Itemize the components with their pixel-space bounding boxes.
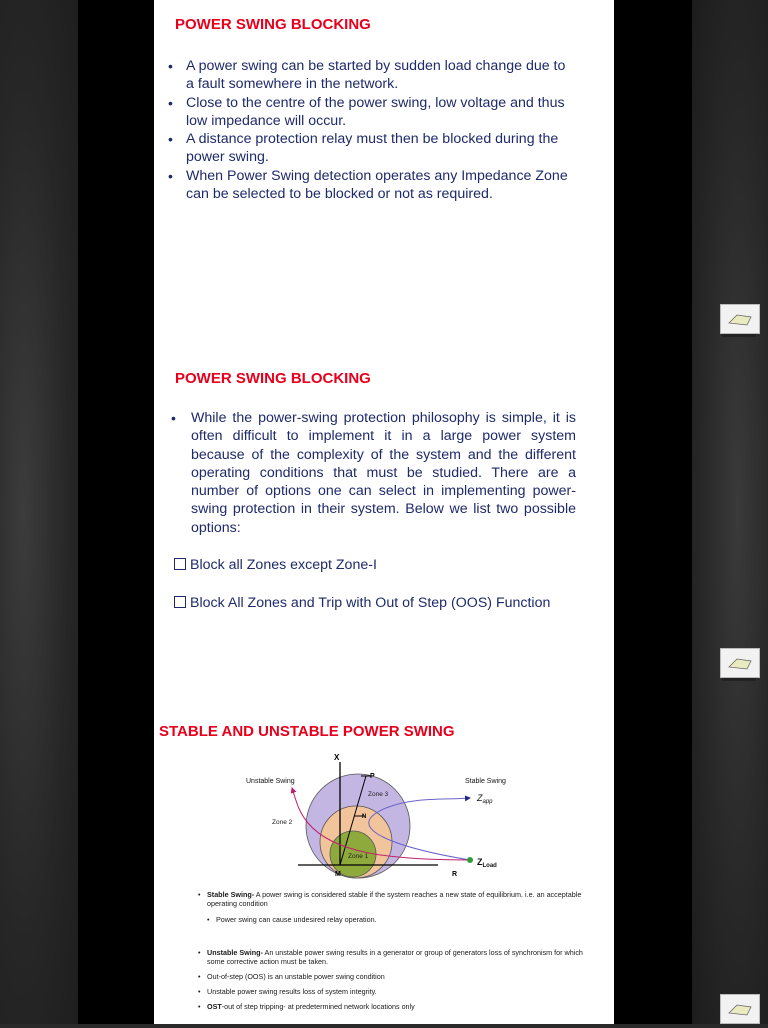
bullet-icon: • xyxy=(168,94,173,111)
bullet-icon: • xyxy=(198,972,201,981)
slide-thumbnail-icon[interactable] xyxy=(720,994,760,1024)
list-item: • Out-of-step (OOS) is an unstable power swing condition xyxy=(198,972,385,981)
thumbnail-caption-bar xyxy=(722,678,756,681)
zone3-label: Zone 3 xyxy=(368,791,389,798)
bullet-icon: • xyxy=(198,948,201,957)
list-item: • Power swing can cause undesired relay operation. xyxy=(207,915,377,924)
list-item: • Unstable Swing- An unstable power swing results in a generator or group of generators loss of synchronism for which some corrective action must be taken. xyxy=(198,948,583,966)
right-background xyxy=(692,0,768,1024)
unstable-swing-label: Unstable Swing xyxy=(246,778,295,785)
power-swing-diagram xyxy=(238,748,538,884)
x-axis-label: X xyxy=(334,753,340,762)
slide2-title: POWER SWING BLOCKING xyxy=(175,370,371,387)
unstable-swing-notes xyxy=(198,948,598,1011)
stable-swing-notes xyxy=(198,890,598,924)
list-item: • Close to the centre of the power swing, low voltage and thus low impedance will occur. xyxy=(168,94,565,129)
r-axis-label: R xyxy=(452,871,458,878)
stable-swing-label: Stable Swing xyxy=(465,778,506,785)
slide1-bullet-list xyxy=(168,57,568,203)
list-item: • While the power-swing protection philosophy is simple, it is often difficult to implement it in a large power system because of the complexity of the system and the different operating conditions that must be studied. There are a number of options one can select in implementing power-swing protection in their system. Below we list two possible options: xyxy=(171,410,576,536)
slide3-title: STABLE AND UNSTABLE POWER SWING xyxy=(159,723,455,740)
bullet-icon: • xyxy=(207,915,210,924)
z-load-label: $Z_{Load}$ xyxy=(477,857,497,869)
thumbnail-caption-bar xyxy=(722,334,756,337)
slide-thumbnail-icon[interactable] xyxy=(720,304,760,334)
document-page[interactable] xyxy=(154,0,614,1024)
option-block-all-trip-oos: Block All Zones and Trip with Out of Step (OOS) Function xyxy=(174,594,576,612)
zone1-label: Zone 1 xyxy=(348,853,369,860)
slide-thumbnail-icon[interactable] xyxy=(720,648,760,678)
left-gutter xyxy=(78,0,154,1024)
slide1-title: POWER SWING BLOCKING xyxy=(175,16,371,33)
p-label: P xyxy=(370,773,375,780)
list-item: • Stable Swing- A power swing is considered stable if the system reaches a new state of equilibrium. i.e. an acceptable operating condition xyxy=(198,890,582,908)
bullet-icon: • xyxy=(198,987,201,996)
bullet-icon: • xyxy=(168,58,173,74)
right-gutter xyxy=(614,0,692,1024)
bullet-icon: • xyxy=(198,890,201,899)
bullet-icon: • xyxy=(198,1002,201,1011)
bullet-icon: • xyxy=(168,167,173,184)
bullet-icon: • xyxy=(168,131,173,148)
origin-label: M xyxy=(335,871,341,878)
left-background xyxy=(0,0,78,1024)
list-item: • OST-out of step tripping- at predetermined network locations only xyxy=(198,1002,415,1011)
list-item: • Unstable power swing results loss of system integrity. xyxy=(198,987,377,996)
bullet-icon: • xyxy=(171,410,176,426)
list-item: • When Power Swing detection operates any Impedance Zone can be selected to be blocked or not as required. xyxy=(168,167,568,203)
checkbox-icon xyxy=(174,558,186,570)
n-label: N xyxy=(362,814,367,820)
load-point xyxy=(467,857,473,863)
z-app-label: $Z_{app}$ xyxy=(477,793,493,805)
option-block-except-zone1: Block all Zones except Zone-I xyxy=(174,556,576,574)
slide2-bullet-list xyxy=(171,409,576,537)
list-item: • A distance protection relay must then be blocked during the power swing. xyxy=(168,131,559,166)
checkbox-icon xyxy=(174,596,186,608)
list-item: • A power swing can be started by sudden load change due to a fault somewhere in the network. xyxy=(168,58,566,93)
zone2-label: Zone 2 xyxy=(272,819,293,826)
